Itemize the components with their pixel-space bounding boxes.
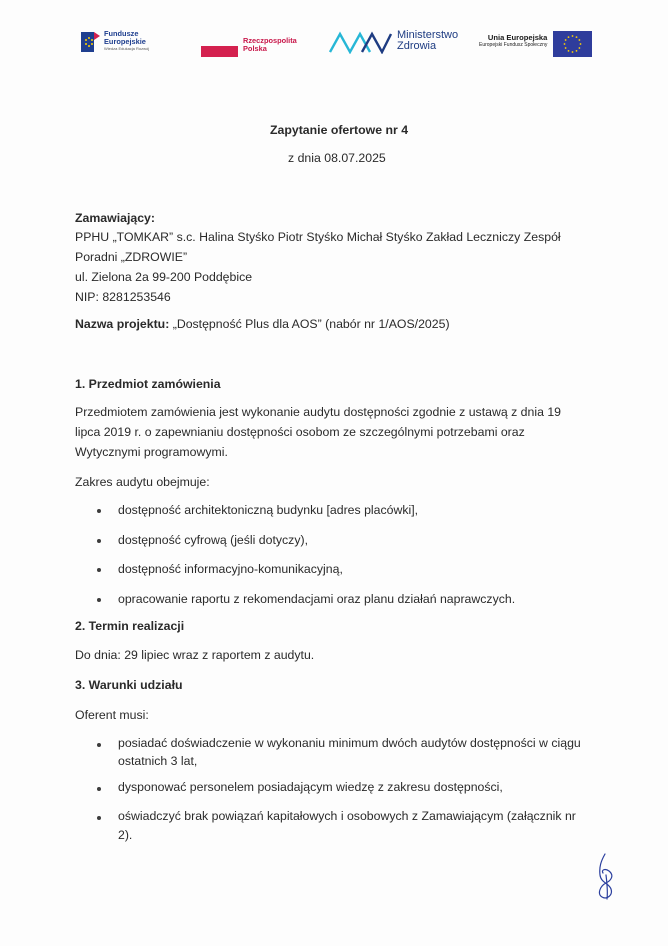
unia-europejska-logo (479, 31, 592, 57)
section1-heading: 1. Przedmiot zamówienia (75, 377, 221, 391)
bullet-icon (97, 509, 101, 513)
fe-line3: Wiedza Edukacja Rozwój (104, 46, 150, 51)
bullet-icon (97, 787, 101, 791)
ue-line2: Europejski Fundusz Społeczny (479, 42, 548, 48)
ue-line1: Unia Europejska (487, 33, 548, 42)
scope-item: dostępność cyfrową (jeśli dotyczy), (118, 533, 308, 547)
bullet-icon (97, 743, 101, 747)
bullet-icon (97, 816, 101, 820)
nip: NIP: 8281253546 (75, 290, 171, 304)
project-line (75, 316, 450, 333)
section1-para-line1: Przedmiotem zamówienia jest wykonanie audytu dostępności zgodnie z ustawą z dnia 19 (75, 405, 561, 419)
ordering-party-line2: Poradni „ZDROWIE” (75, 250, 188, 264)
rp-line1: Rzeczpospolita (243, 36, 297, 45)
condition-line1: posiadać doświadczenie w wykonaniu minimum dwóch audytów dostępności w ciągu (118, 736, 581, 750)
ordering-party-label: Zamawiający: (75, 211, 155, 225)
header-logos (0, 0, 668, 70)
condition-line2: ostatnich 3 lat, (118, 754, 198, 768)
scope-intro: Zakres audytu obejmuje: (75, 475, 210, 489)
bullet-icon (97, 598, 101, 602)
ministerstwo-zdrowia-logo (329, 30, 458, 54)
document-title: Zapytanie ofertowe nr 4 (270, 123, 409, 137)
document-date: z dnia 08.07.2025 (288, 151, 386, 165)
condition-line1: oświadczyć brak powiązań kapitałowych i osobowych z Zamawiającym (załącznik nr (118, 809, 576, 823)
eu-flag-icon (553, 31, 592, 57)
address: ul. Zielona 2a 99-200 Poddębice (75, 270, 253, 284)
polish-flag-icon (201, 37, 238, 59)
project-value: „Dostępność Plus dla AOS” (nabór nr 1/AOS/2025) (172, 317, 450, 331)
mz-line1: Ministerstwo (397, 29, 459, 41)
section2-heading: 2. Termin realizacji (75, 619, 185, 633)
handwritten-signature (591, 853, 621, 901)
condition-line1: dysponować personelem posiadającym wiedzę z zakresu dostępności, (118, 780, 503, 794)
section1-para-line2: lipca 2019 r. o zapewnianiu dostępności osobom ze szczególnymi potrzebami oraz (75, 425, 525, 439)
fe-line2: Europejskie (104, 37, 146, 46)
bullet-icon (97, 568, 101, 572)
fe-line1: Fundusze (104, 29, 139, 38)
ordering-party-line1: PPHU „TOMKAR” s.c. Halina Styśko Piotr Styśko Michał Styśko Zakład Leczniczy Zespół (75, 230, 561, 244)
scope-item: dostępność informacyjno-komunikacyjną, (118, 562, 343, 576)
mz-line2: Zdrowia (397, 40, 437, 52)
condition-line2: 2). (118, 828, 133, 842)
scope-item: dostępność architektoniczną budynku [adres placówki], (118, 503, 419, 517)
section3-intro: Oferent musi: (75, 708, 149, 722)
project-label: Nazwa projektu: (75, 317, 170, 331)
rp-line2: Polska (243, 44, 267, 53)
mz-wave-icon (329, 30, 393, 54)
section2-text: Do dnia: 29 lipiec wraz z raportem z audytu. (75, 648, 315, 662)
scope-item: opracowanie raportu z rekomendacjami oraz planu działań naprawczych. (118, 592, 516, 606)
fe-star-icon (81, 30, 100, 54)
section3-heading: 3. Warunki udziału (75, 678, 183, 692)
section1-para-line3: Wytycznymi programowymi. (75, 445, 228, 459)
bullet-icon (97, 539, 101, 543)
rzeczpospolita-polska-logo (201, 37, 297, 59)
fundusze-europejskie-logo (81, 30, 149, 54)
